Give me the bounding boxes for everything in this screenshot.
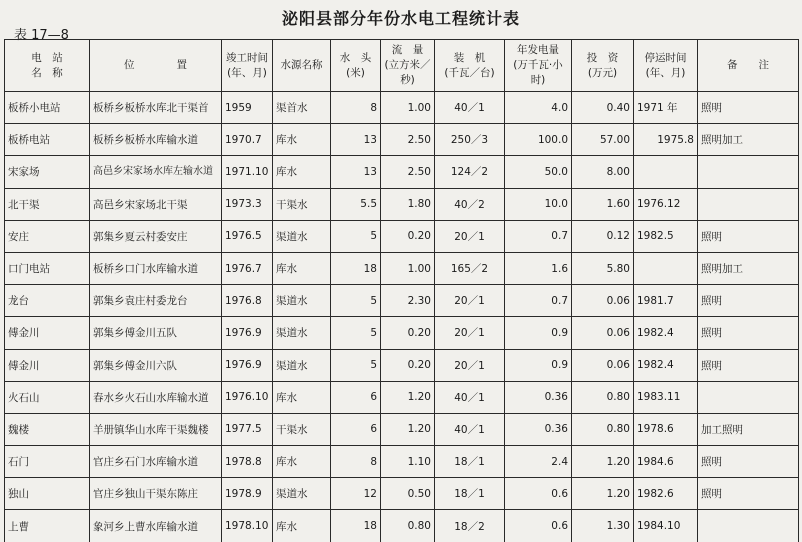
table-row — [5, 478, 799, 510]
table-row — [5, 156, 799, 188]
cell-flow: 1.80 — [381, 188, 435, 220]
header-installed-line-2: (千瓦／台) — [444, 66, 495, 79]
cell-flow: 1.10 — [381, 446, 435, 478]
cell-completion: 1971.10 — [222, 156, 273, 188]
header-head-line-2: (米) — [346, 66, 365, 79]
cell-head: 5 — [331, 317, 381, 349]
header-stopped — [634, 40, 698, 92]
cell-stopped: 1971 年 — [634, 92, 698, 124]
header-flow-line-1: 流 量 — [391, 44, 424, 56]
cell-station: 上曹 — [5, 510, 90, 542]
cell-completion: 1976.8 — [222, 285, 273, 317]
table-row — [5, 285, 799, 317]
table-row — [5, 124, 799, 156]
cell-remarks — [698, 156, 799, 188]
header-annual-line-1: 年发电量 — [517, 44, 559, 56]
header-installed-line-1: 装 机 — [453, 51, 486, 64]
cell-investment: 8.00 — [572, 156, 634, 188]
cell-annual-output: 0.9 — [505, 349, 572, 381]
cell-stopped — [634, 252, 698, 284]
cell-location: 板桥乡口门水库输水道 — [90, 252, 222, 284]
cell-investment: 57.00 — [572, 124, 634, 156]
header-annual-line-2: (万千瓦·小 — [513, 59, 563, 71]
cell-remarks: 照明加工 — [698, 252, 799, 284]
header-stopped-line-1: 停运时间 — [644, 51, 687, 64]
cell-station: 板桥小电站 — [5, 92, 90, 124]
cell-stopped: 1982.4 — [634, 317, 698, 349]
header-station-line-1: 电 站 — [31, 51, 63, 64]
cell-station: 独山 — [5, 478, 90, 510]
cell-head: 12 — [331, 478, 381, 510]
cell-flow: 0.20 — [381, 349, 435, 381]
cell-investment: 0.06 — [572, 285, 634, 317]
page-title: 泌阳县部分年份水电工程统计表 — [281, 9, 520, 28]
cell-water-source: 库水 — [273, 124, 331, 156]
cell-installed: 40／1 — [435, 413, 505, 445]
header-head — [331, 40, 381, 92]
table-row — [5, 381, 799, 413]
cell-remarks: 照明 — [698, 220, 799, 252]
cell-installed: 18／2 — [435, 510, 505, 542]
cell-head: 8 — [331, 92, 381, 124]
cell-remarks: 照明 — [698, 478, 799, 510]
cell-flow: 0.80 — [381, 510, 435, 542]
cell-stopped: 1984.6 — [634, 446, 698, 478]
cell-annual-output: 1.6 — [505, 252, 572, 284]
cell-completion: 1978.8 — [222, 446, 273, 478]
cell-station: 板桥电站 — [5, 124, 90, 156]
cell-location: 羊册镇华山水库干渠魏楼 — [90, 413, 222, 445]
cell-location: 郭集乡傅金川五队 — [90, 317, 222, 349]
cell-stopped: 1976.12 — [634, 188, 698, 220]
cell-completion: 1976.9 — [222, 317, 273, 349]
header-annual-output — [505, 40, 572, 92]
table-row — [5, 220, 799, 252]
cell-head: 13 — [331, 124, 381, 156]
cell-location: 官庄乡独山干渠东陈庄 — [90, 478, 222, 510]
cell-location: 郭集乡傅金川六队 — [90, 349, 222, 381]
statistics-table — [4, 39, 799, 542]
cell-location: 春水乡火石山水库输水道 — [90, 381, 222, 413]
cell-investment: 0.06 — [572, 317, 634, 349]
cell-annual-output: 2.4 — [505, 446, 572, 478]
cell-installed: 250／3 — [435, 124, 505, 156]
cell-investment: 1.20 — [572, 478, 634, 510]
cell-installed: 40／2 — [435, 188, 505, 220]
cell-remarks: 照明 — [698, 285, 799, 317]
header-head-line-1: 水 头 — [339, 51, 372, 64]
cell-location: 象河乡上曹水库输水道 — [90, 510, 222, 542]
cell-station: 北干渠 — [5, 188, 90, 220]
cell-water-source: 渠首水 — [273, 92, 331, 124]
cell-station: 傅金川 — [5, 317, 90, 349]
cell-location: 郭集乡夏云村委安庄 — [90, 220, 222, 252]
cell-investment: 1.60 — [572, 188, 634, 220]
cell-station: 石门 — [5, 446, 90, 478]
cell-flow: 1.20 — [381, 381, 435, 413]
cell-installed: 20／1 — [435, 317, 505, 349]
cell-investment: 1.30 — [572, 510, 634, 542]
cell-station: 宋家场 — [5, 156, 90, 188]
cell-head: 8 — [331, 446, 381, 478]
cell-water-source: 库水 — [273, 252, 331, 284]
cell-annual-output: 0.6 — [505, 478, 572, 510]
header-completion-line-1: 竣工时间 — [226, 51, 268, 64]
header-flow-line-2: (立方米／ — [384, 59, 431, 71]
cell-head: 5 — [331, 285, 381, 317]
header-flow — [381, 40, 435, 92]
cell-completion: 1973.3 — [222, 188, 273, 220]
cell-flow: 0.20 — [381, 317, 435, 349]
header-annual-line-3: 时) — [530, 74, 546, 86]
cell-remarks: 照明 — [698, 349, 799, 381]
cell-investment: 0.12 — [572, 220, 634, 252]
cell-completion: 1977.5 — [222, 413, 273, 445]
cell-stopped: 1982.5 — [634, 220, 698, 252]
cell-water-source: 库水 — [273, 510, 331, 542]
cell-annual-output: 50.0 — [505, 156, 572, 188]
cell-remarks: 照明 — [698, 92, 799, 124]
header-installed — [435, 40, 505, 92]
cell-flow: 2.30 — [381, 285, 435, 317]
cell-investment: 1.20 — [572, 446, 634, 478]
table-label: 表 17—8 — [14, 28, 69, 43]
cell-water-source: 干渠水 — [273, 188, 331, 220]
cell-flow: 1.00 — [381, 252, 435, 284]
table-row — [5, 349, 799, 381]
cell-investment: 0.80 — [572, 381, 634, 413]
table-header-row — [5, 40, 799, 92]
cell-stopped: 1981.7 — [634, 285, 698, 317]
cell-stopped: 1978.6 — [634, 413, 698, 445]
cell-completion: 1976.10 — [222, 381, 273, 413]
cell-flow: 0.20 — [381, 220, 435, 252]
cell-remarks: 照明 — [698, 317, 799, 349]
cell-remarks: 加工照明 — [698, 413, 799, 445]
header-remarks: 备 注 — [698, 40, 799, 92]
cell-annual-output: 10.0 — [505, 188, 572, 220]
cell-installed: 20／1 — [435, 220, 505, 252]
cell-head: 5.5 — [331, 188, 381, 220]
cell-water-source: 渠道水 — [273, 285, 331, 317]
cell-flow: 1.00 — [381, 92, 435, 124]
cell-station: 魏楼 — [5, 413, 90, 445]
header-location: 位 置 — [90, 40, 222, 92]
cell-completion: 1959 — [222, 92, 273, 124]
header-completion — [222, 40, 273, 92]
cell-installed: 18／1 — [435, 446, 505, 478]
cell-water-source: 渠道水 — [273, 317, 331, 349]
table-row — [5, 252, 799, 284]
cell-water-source: 渠道水 — [273, 220, 331, 252]
cell-station: 龙台 — [5, 285, 90, 317]
cell-head: 6 — [331, 413, 381, 445]
cell-annual-output: 0.7 — [505, 220, 572, 252]
cell-head: 18 — [331, 252, 381, 284]
cell-investment: 0.80 — [572, 413, 634, 445]
cell-stopped: 1983.11 — [634, 381, 698, 413]
cell-head: 5 — [331, 220, 381, 252]
cell-annual-output: 0.36 — [505, 413, 572, 445]
table-row — [5, 188, 799, 220]
header-completion-line-2: (年、月) — [227, 66, 267, 79]
cell-installed: 20／1 — [435, 349, 505, 381]
cell-flow: 2.50 — [381, 156, 435, 188]
cell-water-source: 渠道水 — [273, 349, 331, 381]
cell-head: 5 — [331, 349, 381, 381]
table-row — [5, 92, 799, 124]
cell-installed: 165／2 — [435, 252, 505, 284]
cell-head: 18 — [331, 510, 381, 542]
cell-station: 口门电站 — [5, 252, 90, 284]
cell-remarks — [698, 381, 799, 413]
cell-completion: 1978.9 — [222, 478, 273, 510]
cell-water-source: 库水 — [273, 446, 331, 478]
cell-stopped: 1984.10 — [634, 510, 698, 542]
cell-investment: 5.80 — [572, 252, 634, 284]
cell-flow: 1.20 — [381, 413, 435, 445]
cell-annual-output: 100.0 — [505, 124, 572, 156]
cell-annual-output: 0.9 — [505, 317, 572, 349]
cell-station: 傅金川 — [5, 349, 90, 381]
table-row — [5, 317, 799, 349]
cell-station: 安庄 — [5, 220, 90, 252]
cell-location: 高邑乡宋家场水库左输水道 — [90, 156, 222, 188]
cell-stopped: 1982.6 — [634, 478, 698, 510]
header-stopped-line-2: (年、月) — [645, 66, 686, 79]
cell-location: 高邑乡宋家场北干渠 — [90, 188, 222, 220]
cell-location: 郭集乡袁庄村委龙台 — [90, 285, 222, 317]
cell-remarks: 照明加工 — [698, 124, 799, 156]
cell-water-source: 干渠水 — [273, 413, 331, 445]
header-flow-line-3: 秒) — [400, 74, 415, 86]
cell-water-source: 库水 — [273, 381, 331, 413]
cell-completion: 1970.7 — [222, 124, 273, 156]
cell-remarks: 照明 — [698, 446, 799, 478]
cell-installed: 124／2 — [435, 156, 505, 188]
cell-location: 官庄乡石门水库输水道 — [90, 446, 222, 478]
cell-installed: 40／1 — [435, 381, 505, 413]
cell-completion: 1976.9 — [222, 349, 273, 381]
cell-water-source: 库水 — [273, 156, 331, 188]
header-station-line-2: 名 称 — [31, 66, 63, 79]
cell-head: 6 — [331, 381, 381, 413]
cell-station: 火石山 — [5, 381, 90, 413]
cell-annual-output: 4.0 — [505, 92, 572, 124]
table-row — [5, 446, 799, 478]
cell-stopped: 1975.8 — [634, 124, 698, 156]
cell-completion: 1976.7 — [222, 252, 273, 284]
cell-installed: 18／1 — [435, 478, 505, 510]
cell-annual-output: 0.6 — [505, 510, 572, 542]
cell-flow: 2.50 — [381, 124, 435, 156]
table-row — [5, 510, 799, 542]
cell-annual-output: 0.36 — [505, 381, 572, 413]
header-investment-line-1: 投 资 — [586, 51, 619, 64]
cell-stopped: 1982.4 — [634, 349, 698, 381]
cell-annual-output: 0.7 — [505, 285, 572, 317]
cell-location: 板桥乡板桥水库输水道 — [90, 124, 222, 156]
cell-stopped — [634, 156, 698, 188]
cell-completion: 1978.10 — [222, 510, 273, 542]
header-investment — [572, 40, 634, 92]
cell-investment: 0.06 — [572, 349, 634, 381]
cell-head: 13 — [331, 156, 381, 188]
header-investment-line-2: (万元) — [587, 66, 618, 79]
cell-location: 板桥乡板桥水库北干渠首 — [90, 92, 222, 124]
cell-remarks — [698, 510, 799, 542]
cell-flow: 0.50 — [381, 478, 435, 510]
cell-installed: 40／1 — [435, 92, 505, 124]
cell-remarks — [698, 188, 799, 220]
cell-investment: 0.40 — [572, 92, 634, 124]
header-water-source: 水源名称 — [273, 40, 331, 92]
cell-completion: 1976.5 — [222, 220, 273, 252]
cell-installed: 20／1 — [435, 285, 505, 317]
cell-water-source: 渠道水 — [273, 478, 331, 510]
table-row — [5, 413, 799, 445]
header-station — [5, 40, 90, 92]
